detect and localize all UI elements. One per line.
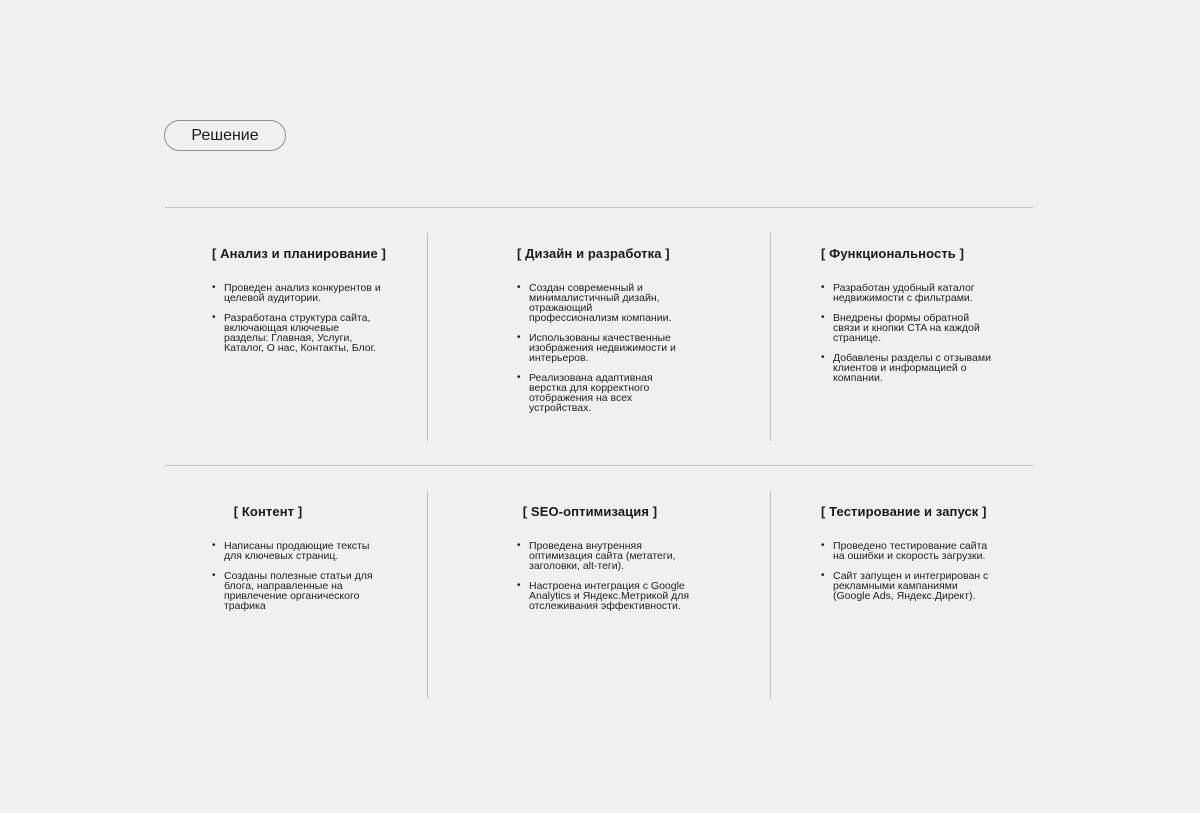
- list-item: • Использованы качественные изображения недвижимости и интерьеров.: [517, 333, 682, 363]
- block-content: [212, 504, 412, 621]
- list-item: • Внедрены формы обратной связи и кнопки CTA на каждой странице.: [821, 313, 991, 343]
- list-item: • Создан современный и минималистичный дизайн, отражающий профессионализм компании.: [517, 283, 682, 323]
- block-list: [212, 541, 382, 611]
- block-functionality: [821, 246, 1021, 393]
- column-separator: [770, 233, 771, 441]
- list-item: • Проведено тестирование сайта на ошибки и скорость загрузки.: [821, 541, 991, 561]
- block-title: [ Контент ]: [233, 504, 303, 519]
- block-title: [ Дизайн и разработка ]: [517, 246, 670, 261]
- block-list: [821, 283, 991, 383]
- column-separator: [427, 233, 428, 441]
- list-item: • Проведена внутренняя оптимизация сайта (метатеги, заголовки, alt-теги).: [517, 541, 699, 571]
- list-item: • Разработана структура сайта, включающая ключевые разделы: Главная, Услуги, Каталог, О нас, Контакты, Блог.: [212, 313, 384, 353]
- block-list: [821, 541, 991, 601]
- list-item: • Созданы полезные статьи для блога, направленные на привлечение органического трафика: [212, 571, 382, 611]
- block-title: [ Анализ и планирование ]: [212, 246, 386, 261]
- list-item: • Написаны продающие тексты для ключевых страниц.: [212, 541, 382, 561]
- block-title: [ Тестирование и запуск ]: [821, 504, 987, 519]
- block-list: [517, 541, 699, 611]
- list-item: • Проведен анализ конкурентов и целевой аудитории.: [212, 283, 384, 303]
- block-list: [212, 283, 384, 353]
- section-label: Решение: [191, 126, 259, 144]
- block-testing: [821, 504, 1021, 611]
- block-list: [517, 283, 682, 413]
- list-item: • Сайт запущен и интегрирован с рекламными кампаниями (Google Ads, Яндекс.Директ).: [821, 571, 991, 601]
- section-label-pill: [164, 120, 286, 151]
- block-design: [517, 246, 717, 423]
- block-seo: [517, 504, 717, 621]
- block-title: [ Функциональность ]: [821, 246, 965, 261]
- divider-top: [165, 207, 1034, 208]
- list-item: • Разработан удобный каталог недвижимости с фильтрами.: [821, 283, 991, 303]
- list-item: • Реализована адаптивная верстка для корректного отображения на всех устройствах.: [517, 373, 682, 413]
- list-item: • Настроена интеграция с Google Analytics и Яндекс.Метрикой для отслеживания эффективности.: [517, 581, 699, 611]
- column-separator: [770, 491, 771, 699]
- block-title: [ SEO-оптимизация ]: [522, 504, 658, 519]
- block-analysis: [212, 246, 412, 363]
- divider-middle: [165, 465, 1034, 466]
- list-item: • Добавлены разделы с отзывами клиентов и информацией о компании.: [821, 353, 991, 383]
- column-separator: [427, 491, 428, 699]
